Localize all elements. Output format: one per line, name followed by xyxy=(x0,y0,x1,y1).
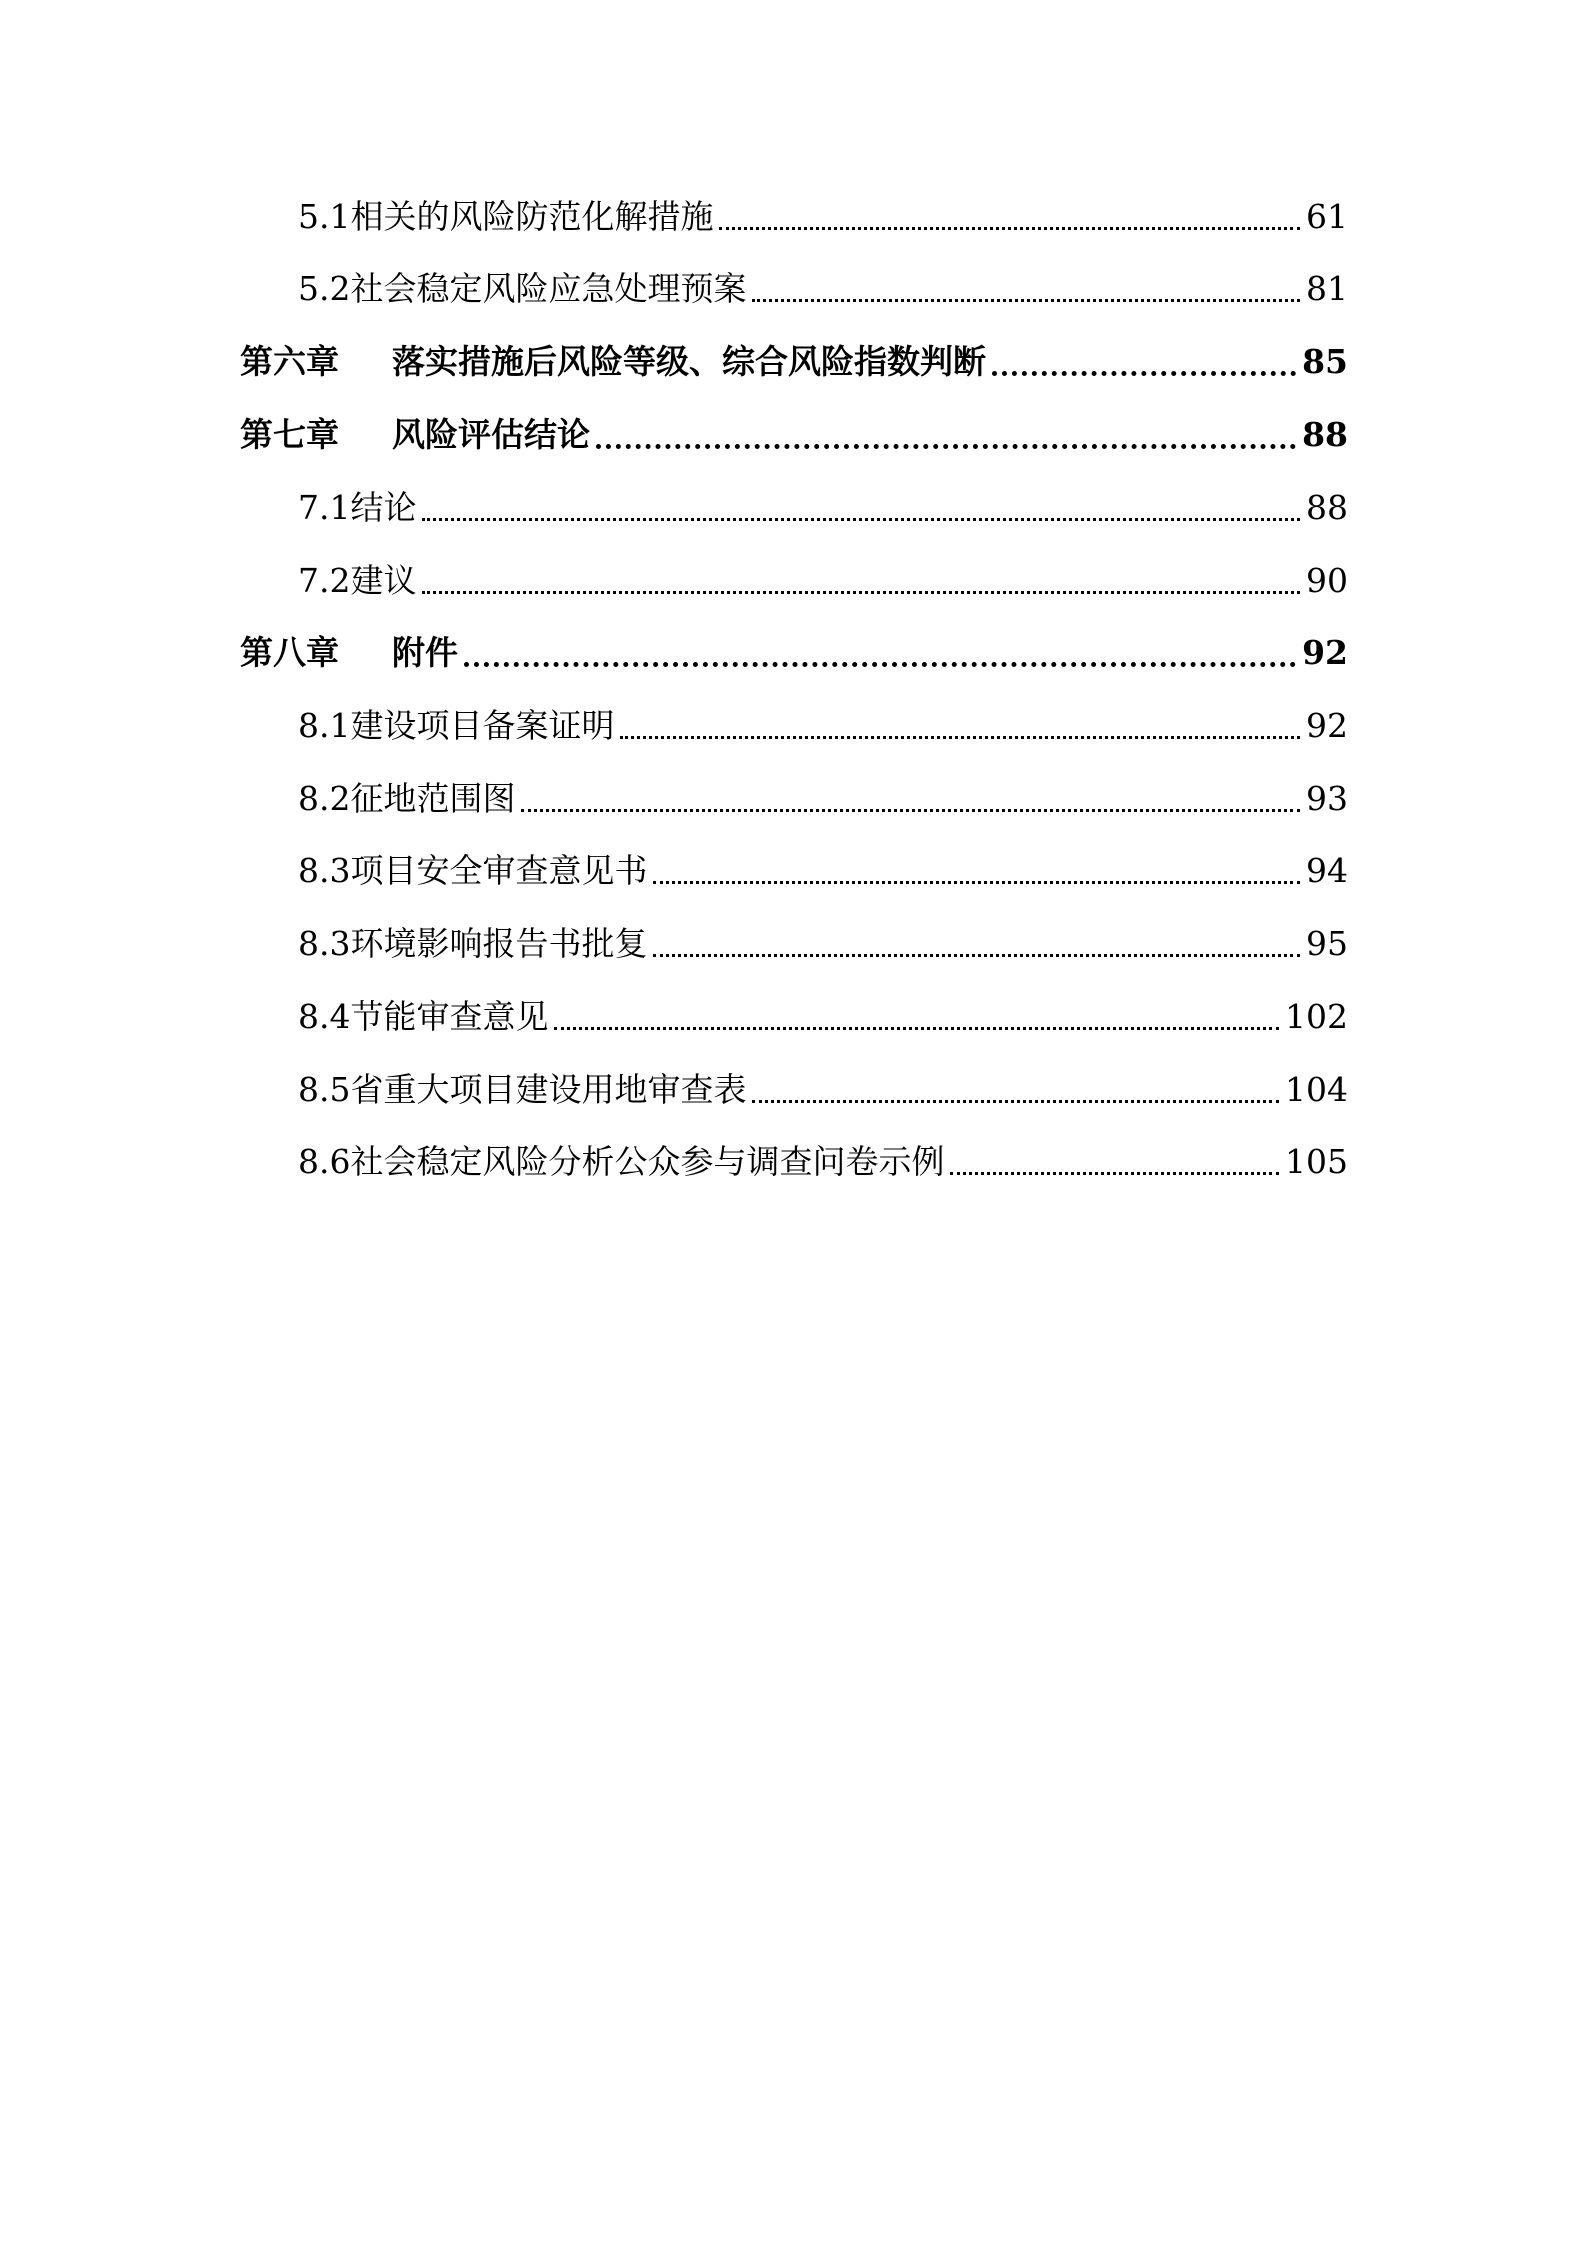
toc-entry-page: 105 xyxy=(1285,1142,1348,1181)
toc-entry-chapter-8[interactable] xyxy=(240,628,1348,678)
toc-leader-dots xyxy=(653,881,1300,884)
toc-entry-chapter-7[interactable] xyxy=(240,410,1348,460)
toc-entry-5-2[interactable] xyxy=(298,264,1348,314)
toc-entry-title: 8.1建设项目备案证明 xyxy=(298,706,615,745)
toc-entry-page: 90 xyxy=(1306,561,1348,600)
toc-leader-dots xyxy=(464,662,1296,667)
toc-entry-chapter-6[interactable] xyxy=(240,337,1348,387)
toc-leader-dots xyxy=(422,518,1300,521)
toc-entry-page: 94 xyxy=(1306,851,1348,890)
toc-leader-dots xyxy=(620,736,1300,739)
toc-entry-8-1[interactable] xyxy=(298,701,1348,751)
toc-entry-8-4[interactable] xyxy=(298,992,1348,1042)
toc-entry-8-2[interactable] xyxy=(298,774,1348,824)
toc-entry-page: 88 xyxy=(1306,488,1348,527)
toc-entry-page: 88 xyxy=(1302,415,1348,454)
toc-entry-page: 81 xyxy=(1306,269,1348,308)
toc-entry-title: 风险评估结论 xyxy=(392,415,590,454)
toc-entry-8-5[interactable] xyxy=(298,1065,1348,1115)
toc-chapter-number: 第八章 xyxy=(240,633,339,672)
toc-entry-title: 8.4节能审查意见 xyxy=(298,997,549,1036)
toc-entry-title: 8.5省重大项目建设用地审查表 xyxy=(298,1070,747,1109)
toc-entry-7-1[interactable] xyxy=(298,483,1348,533)
toc-chapter-number: 第七章 xyxy=(240,415,339,454)
toc-entry-title: 落实措施后风险等级、综合风险指数判断 xyxy=(392,342,986,381)
toc-entry-8-3-safety[interactable] xyxy=(298,846,1348,896)
toc-entry-page: 92 xyxy=(1302,633,1348,672)
toc-entry-page: 85 xyxy=(1302,342,1348,381)
toc-leader-dots xyxy=(653,954,1300,957)
toc-entry-5-1[interactable] xyxy=(298,192,1348,242)
toc-entry-title: 5.1相关的风险防范化解措施 xyxy=(298,197,714,236)
toc-entry-title: 附件 xyxy=(392,633,458,672)
toc-leader-dots xyxy=(992,371,1296,376)
toc-entry-8-6[interactable] xyxy=(298,1137,1348,1187)
toc-entry-7-2[interactable] xyxy=(298,556,1348,606)
toc-entry-title: 7.1结论 xyxy=(298,488,417,527)
toc-entry-page: 61 xyxy=(1306,197,1348,236)
toc-leader-dots xyxy=(719,227,1300,230)
toc-entry-title: 7.2建议 xyxy=(298,561,417,600)
toc-entry-page: 104 xyxy=(1285,1070,1348,1109)
toc-leader-dots xyxy=(752,299,1300,302)
toc-chapter-number: 第六章 xyxy=(240,342,339,381)
toc-entry-page: 95 xyxy=(1306,924,1348,963)
toc-leader-dots xyxy=(521,809,1300,812)
toc-leader-dots xyxy=(554,1027,1279,1030)
toc-entry-title: 8.2征地范围图 xyxy=(298,779,516,818)
toc-leader-dots xyxy=(422,591,1300,594)
toc-entry-title: 8.3环境影响报告书批复 xyxy=(298,924,648,963)
toc-leader-dots xyxy=(596,444,1296,449)
toc-leader-dots xyxy=(752,1100,1279,1103)
toc-entry-page: 93 xyxy=(1306,779,1348,818)
toc-entry-title: 8.6社会稳定风险分析公众参与调查问卷示例 xyxy=(298,1142,945,1181)
toc-entry-8-3-environment[interactable] xyxy=(298,919,1348,969)
toc-entry-title: 8.3项目安全审查意见书 xyxy=(298,851,648,890)
toc-entry-page: 92 xyxy=(1306,706,1348,745)
toc-entry-page: 102 xyxy=(1285,997,1348,1036)
toc-entry-title: 5.2社会稳定风险应急处理预案 xyxy=(298,269,747,308)
toc-leader-dots xyxy=(950,1172,1279,1175)
